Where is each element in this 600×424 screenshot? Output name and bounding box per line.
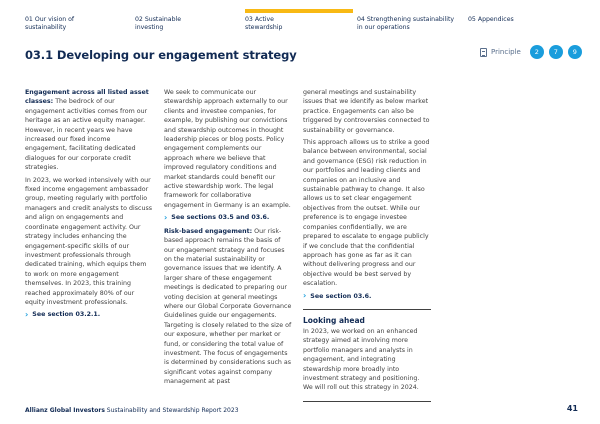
nav-label: sustainability xyxy=(25,24,67,32)
paragraph: This approach allows us to strike a good balance between environmental, social and governance (ESG) risk reduction in our portfolios and leading clients and companies on an inclusive and sustainable pathway to change. It also allows us to set clear engagement objectives from the outset. While our preference is to engage investee companies confidentially, we are prepared to escalate to engage publicly if we conclude that the confidential approach has gone as far as it can without delivering progress and our objective would be best served by escalation. xyxy=(303,139,430,288)
paragraph: general meetings and sustainability issues that we identify as below market practice. Engagements can also be triggered by controversies connected to sustainability or governance. xyxy=(303,89,430,134)
divider xyxy=(303,309,431,310)
principle-links xyxy=(480,44,582,60)
nav-item-operations[interactable] xyxy=(357,16,477,32)
chevron-right-icon: › xyxy=(164,212,168,222)
text-column-3 xyxy=(303,88,431,408)
nav-item-appendices[interactable] xyxy=(468,16,568,24)
see-section-link[interactable] xyxy=(303,292,431,301)
principle-label: Principle xyxy=(491,48,521,56)
paragraph-text: Our risk-based approach remains the basis of our engagement strategy and focuses on the material sustainability or governance issues that we identify. A larger share of these engagement meetings is dedicated to preparing our voting decision at general meetings where our Global Corporate Governance Guidelines guide our engagements. Targeting is closely related to the size of our exposure, whether per market or fund, or considering the total value of investment. The focus of engagements is determined by considerations such as significant votes against company management at past xyxy=(164,227,292,386)
looking-ahead-heading: Looking ahead xyxy=(303,315,365,325)
see-section-link[interactable] xyxy=(25,310,153,319)
principle-badge-2[interactable]: 2 xyxy=(530,45,544,59)
nav-label: 03 Active xyxy=(245,16,274,23)
nav-item-vision[interactable] xyxy=(25,16,125,32)
nav-label: in our operations xyxy=(357,24,410,32)
footer-report-title: Sustainability and Stewardship Report 2023 xyxy=(104,407,239,414)
nav-label: 04 Strengthening sustainability xyxy=(357,16,455,23)
link-text: See section 03.6. xyxy=(310,292,372,300)
page-title: 03.1 Developing our engagement strategy xyxy=(25,48,297,62)
paragraph-text: The bedrock of our engagement activities comes from our heritage as an active equity manager. However, in recent years we have increased our fixed income engagement, facilitating dedicated dialogues for our corporate credit strategies. xyxy=(25,98,148,172)
chevron-right-icon: › xyxy=(25,310,29,320)
text-column-2 xyxy=(164,88,292,390)
nav-label: stewardship xyxy=(245,24,283,32)
link-text: See sections 03.5 and 03.6. xyxy=(171,214,270,222)
nav-label: investing xyxy=(135,24,164,32)
lead-in: Risk-based engagement: xyxy=(164,227,253,235)
section-navigation xyxy=(0,0,600,40)
book-icon xyxy=(480,48,487,57)
text-column-1 xyxy=(25,88,153,324)
paragraph: In 2023, we worked on an enhanced strategy aimed at involving more portfolio managers and analysts in engagement, and integrating stewardship more broadly into investment strategy and positioning. We will roll out this strategy in 2024. xyxy=(303,327,420,392)
nav-label: 02 Sustainable xyxy=(135,16,182,23)
see-section-link[interactable] xyxy=(164,213,292,222)
paragraph xyxy=(25,88,153,173)
chevron-right-icon: › xyxy=(303,291,307,301)
paragraph: In 2023, we worked intensively with our fixed income engagement ambassador group, meeting regularly with portfolio managers and credit analysts to discuss and align on engagements and coordinate engagement activity. Our strategy includes enhancing the engagement-specific skills of our investment professionals through dedicated training, which equips them to work on more engagement themselves. In 2023, this training reached approximately 80% of our equity investment professionals. xyxy=(25,176,153,306)
lead-in: Engagement across all listed asset classes: xyxy=(25,89,149,106)
paragraph: We seek to communicate our stewardship approach externally to our clients and investee companies, for example, by publishing our convictions and stewardship outcomes in thought leadership pieces or blog posts. Policy engagement complements our approach where we believe that improved regulatory conditions and market standards could benefit our active stewardship work. The legal framework for collaborative engagement in Germany is an example. xyxy=(164,89,291,209)
principle-badge-9[interactable]: 9 xyxy=(568,45,582,59)
principle-badge-7[interactable]: 7 xyxy=(549,45,563,59)
paragraph xyxy=(164,227,292,387)
footer-brand: Allianz Global Investors xyxy=(25,407,105,414)
nav-label: 05 Appendices xyxy=(468,16,514,23)
nav-item-active-stewardship[interactable] xyxy=(245,16,345,32)
nav-item-sustainable-investing[interactable] xyxy=(135,16,235,32)
active-section-indicator xyxy=(245,9,353,13)
nav-label: 01 Our vision of xyxy=(25,16,75,23)
divider xyxy=(303,401,431,402)
link-text: See section 03.2.1. xyxy=(32,311,101,319)
footer xyxy=(25,407,239,414)
page-number: 41 xyxy=(566,404,578,413)
